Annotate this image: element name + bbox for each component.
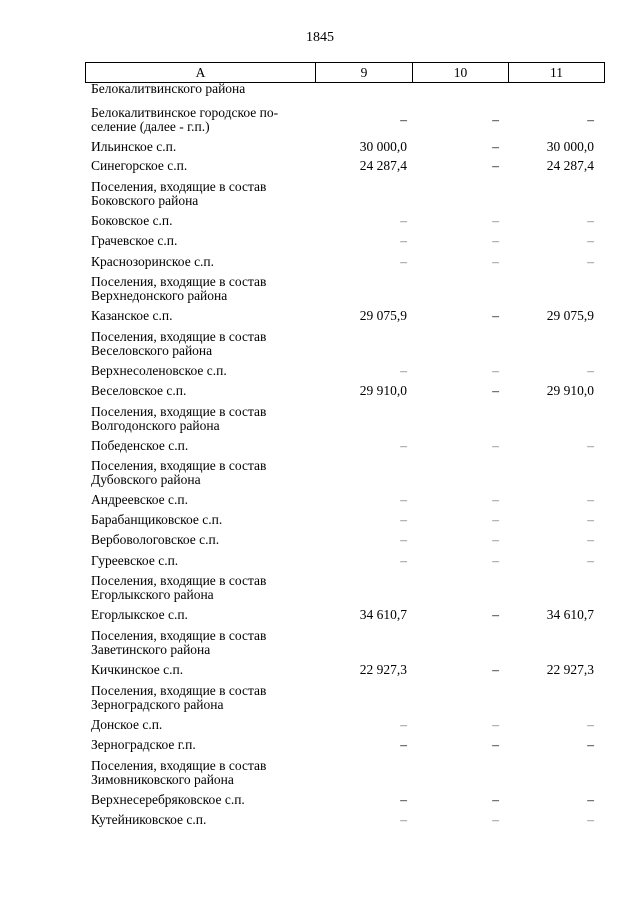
row-name: Егорлыкское с.п. [91,607,188,622]
cell-col-10: – [492,532,499,547]
cell-col-11: – [587,792,594,807]
row-name: Боковское с.п. [91,213,173,228]
row-name: Донское с.п. [91,717,163,732]
column-header-a: А [86,63,316,83]
row-name: Поселения, входящие в состав Дубовского района [91,458,267,487]
cell-col-9: 29 075,9 [359,308,407,323]
cell-col-10: – [492,363,499,378]
row-name: Синегорское с.п. [91,158,188,173]
row-name: Верхнесеребряковское с.п. [91,792,245,807]
cell-col-10: – [492,139,499,154]
cell-col-10: – [492,308,499,323]
cell-col-9: – [400,363,407,378]
cell-col-11: – [587,492,594,507]
cell-col-9: – [400,213,407,228]
cell-col-9: – [400,553,407,568]
row-name: Поселения, входящие в состав Веселовского района [91,329,267,358]
cell-col-11: 30 000,0 [546,139,594,154]
row-name: Белокалитвинское городское по-селение (далее - г.п.) [91,105,279,134]
cell-col-10: – [492,438,499,453]
cell-col-9: 29 910,0 [359,383,407,398]
cell-col-10: – [492,233,499,248]
row-name: Барабанщиковское с.п. [91,512,223,527]
row-name: Поселения, входящие в состав Боковского района [91,179,267,208]
page-number: 1845 [306,30,334,45]
cell-col-10: – [492,213,499,228]
row-name: Андреевское с.п. [91,492,188,507]
cell-col-9: – [400,254,407,269]
cell-col-11: – [587,532,594,547]
cell-col-11: 34 610,7 [546,607,594,622]
cell-col-11: – [587,512,594,527]
row-name: Кичкинское с.п. [91,662,184,677]
cell-col-9: – [400,438,407,453]
cell-col-9: 22 927,3 [359,662,407,677]
row-name: Поселения, входящие в состав Егорлыкского района [91,573,267,602]
cell-col-11: – [587,363,594,378]
cell-col-9: 30 000,0 [359,139,407,154]
cell-col-9: – [400,532,407,547]
cell-col-10: – [492,254,499,269]
cell-col-9: – [400,112,407,127]
cell-col-11: – [587,737,594,752]
table-header [85,62,605,83]
cell-col-11: – [587,213,594,228]
cell-col-11: 29 075,9 [546,308,594,323]
cell-col-10: – [492,383,499,398]
row-name: Веселовское с.п. [91,383,187,398]
cell-col-10: – [492,812,499,827]
cell-col-9: – [400,717,407,732]
cell-col-11: – [587,553,594,568]
cell-col-9: – [400,812,407,827]
row-name: Зерноградское г.п. [91,737,196,752]
row-name: Ильинское с.п. [91,139,177,154]
row-name: Поселения, входящие в состав Верхнедонского района [91,274,267,303]
cell-col-10: – [492,792,499,807]
row-name: Победенское с.п. [91,438,189,453]
cell-col-11: – [587,254,594,269]
column-header-10: 10 [413,63,509,83]
row-name: Поселения, входящие в состав Зерноградского района [91,683,267,712]
cell-col-10: – [492,737,499,752]
cell-col-9: – [400,492,407,507]
cell-col-10: – [492,717,499,732]
row-name: Белокалитвинского района [91,81,246,96]
column-header-9: 9 [316,63,413,83]
row-name: Казанское с.п. [91,308,173,323]
cell-col-9: 24 287,4 [359,158,407,173]
row-name: Кутейниковское с.п. [91,812,207,827]
row-name: Вербовологовское с.п. [91,532,220,547]
cell-col-11: 29 910,0 [546,383,594,398]
cell-col-10: – [492,512,499,527]
cell-col-10: – [492,112,499,127]
cell-col-11: – [587,112,594,127]
cell-col-11: – [587,233,594,248]
cell-col-10: – [492,662,499,677]
row-name: Поселения, входящие в состав Заветинского района [91,628,267,657]
row-name: Грачевское с.п. [91,233,178,248]
cell-col-9: 34 610,7 [359,607,407,622]
cell-col-11: 22 927,3 [546,662,594,677]
column-header-11: 11 [509,63,605,83]
cell-col-9: – [400,792,407,807]
row-name: Краснозоринское с.п. [91,254,215,269]
cell-col-10: – [492,158,499,173]
cell-col-9: – [400,233,407,248]
cell-col-9: – [400,737,407,752]
cell-col-10: – [492,607,499,622]
cell-col-11: – [587,812,594,827]
cell-col-11: – [587,438,594,453]
cell-col-11: – [587,717,594,732]
row-name: Гуреевское с.п. [91,553,179,568]
cell-col-9: – [400,512,407,527]
row-name: Верхнесоленовское с.п. [91,363,227,378]
cell-col-10: – [492,492,499,507]
row-name: Поселения, входящие в состав Волгодонского района [91,404,267,433]
cell-col-11: 24 287,4 [546,158,594,173]
row-name: Поселения, входящие в состав Зимовниковского района [91,758,267,787]
cell-col-10: – [492,553,499,568]
